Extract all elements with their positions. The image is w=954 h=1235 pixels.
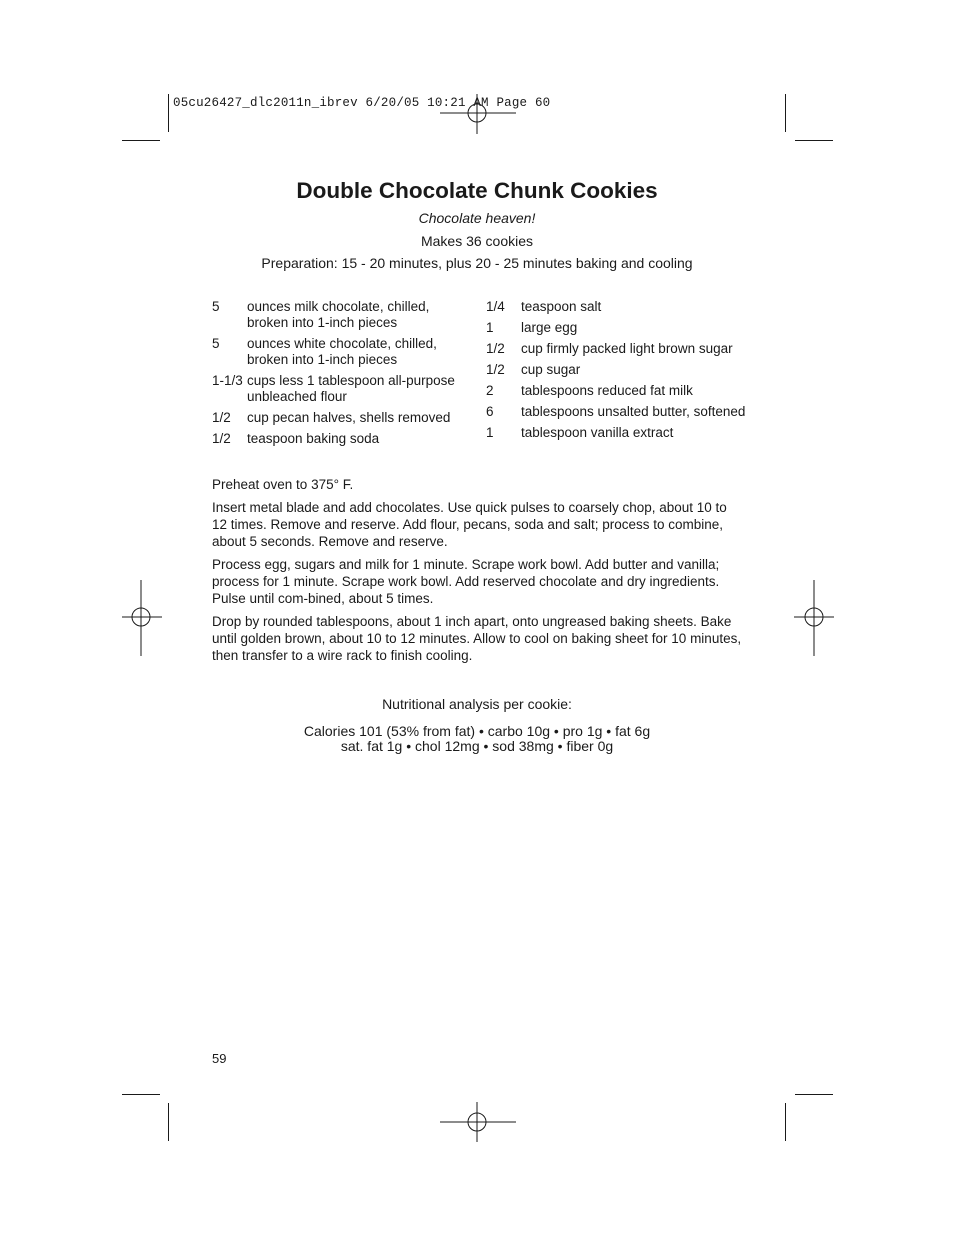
ingredient-qty: 1: [486, 320, 494, 335]
recipe-directions: [212, 476, 742, 670]
nutrition-line: Calories 101 (53% from fat) • carbo 10g • pro 1g • fat 6g: [303, 723, 651, 739]
crop-mark-bottom-right-vertical: [785, 1103, 786, 1141]
registration-mark-top-icon: [440, 94, 516, 134]
registration-mark-bottom-icon: [440, 1102, 516, 1142]
ingredient-item: [486, 383, 756, 399]
ingredient-item: [486, 425, 756, 441]
ingredient-qty: 2: [486, 383, 494, 398]
page-number: 59: [212, 1051, 227, 1066]
ingredient-qty: 1-1/3: [212, 373, 243, 388]
ingredient-qty: 6: [486, 404, 494, 419]
crop-mark-bottom-right-horizontal: [795, 1094, 833, 1095]
ingredient-qty: 5: [212, 299, 220, 314]
ingredient-text: cup firmly packed light brown sugar: [521, 341, 733, 356]
ingredient-text: teaspoon baking soda: [247, 431, 380, 446]
crop-mark-top-left-horizontal: [122, 140, 160, 141]
ingredient-text: large egg: [521, 320, 578, 335]
ingredients-left-column: [212, 299, 472, 452]
ingredient-item: [212, 410, 472, 426]
direction-step: Insert metal blade and add chocolates. Use quick pulses to coarsely chop, about 10 to 12 times. Remove and reserve. Add flour, pecans, soda and salt; process to combine, about 5 seconds. Remove and reserve.: [212, 500, 727, 549]
ingredient-item: [486, 362, 756, 378]
direction-step: Drop by rounded tablespoons, about 1 inch apart, onto ungreased baking sheets. Bake until golden brown, about 10 to 12 minutes. Allow to cool on baking sheet for 10 minutes, then transfer to a wire rack to finish cooling.: [212, 614, 742, 663]
ingredient-item: [486, 320, 756, 336]
ingredient-item: [212, 431, 472, 447]
direction-step: Process egg, sugars and milk for 1 minute. Scrape work bowl. Add butter and vanilla; process for 1 minute. Scrape work bowl. Add reserved chocolate and dry ingredients. Pulse until com-bined, about 5 times.: [212, 557, 720, 606]
ingredient-qty: 1: [486, 425, 494, 440]
nutrition-line: sat. fat 1g • chol 12mg • sod 38mg • fiber 0g: [340, 738, 614, 754]
recipe-title: Double Chocolate Chunk Cookies: [296, 178, 658, 203]
ingredient-qty: 1/2: [486, 341, 505, 356]
direction-step: Preheat oven to 375° F.: [212, 477, 354, 492]
ingredient-text: ounces white chocolate, chilled, broken into 1-inch pieces: [247, 336, 437, 367]
ingredient-qty: 1/4: [486, 299, 505, 314]
ingredient-text: cups less 1 tablespoon all-purpose unbleached flour: [247, 373, 455, 404]
ingredient-item: [212, 336, 472, 368]
print-slug: 05cu26427_dlc2011n_ibrev 6/20/05 10:21 AM Page 60: [173, 96, 551, 110]
crop-mark-bottom-left-vertical: [168, 1103, 169, 1141]
ingredient-qty: 1/2: [212, 431, 231, 446]
ingredients-right-column: [486, 299, 756, 446]
ingredient-qty: 5: [212, 336, 220, 351]
ingredient-text: teaspoon salt: [521, 299, 602, 314]
ingredient-text: cup sugar: [521, 362, 581, 377]
recipe-preparation-time: Preparation: 15 - 20 minutes, plus 20 - 25 minutes baking and cooling: [261, 255, 693, 271]
recipe-yield: Makes 36 cookies: [420, 233, 534, 249]
ingredient-text: cup pecan halves, shells removed: [247, 410, 451, 425]
ingredient-item: [486, 299, 756, 315]
ingredient-qty: 1/2: [486, 362, 505, 377]
ingredient-text: tablespoons reduced fat milk: [521, 383, 693, 398]
nutrition-heading: Nutritional analysis per cookie:: [382, 696, 572, 712]
ingredient-qty: 1/2: [212, 410, 231, 425]
ingredient-item: [486, 341, 756, 357]
crop-mark-top-right-vertical: [785, 94, 786, 132]
registration-mark-right-icon: [794, 580, 834, 656]
crop-mark-top-left-vertical: [168, 94, 169, 132]
ingredient-item: [212, 299, 472, 331]
recipe-subtitle: Chocolate heaven!: [418, 210, 536, 226]
crop-mark-bottom-left-horizontal: [122, 1094, 160, 1095]
ingredient-item: [212, 373, 472, 405]
crop-mark-top-right-horizontal: [795, 140, 833, 141]
ingredient-text: tablespoons unsalted butter, softened: [521, 404, 746, 419]
ingredient-text: tablespoon vanilla extract: [521, 425, 674, 440]
ingredient-item: [486, 404, 756, 420]
ingredient-text: ounces milk chocolate, chilled, broken into 1-inch pieces: [247, 299, 430, 330]
registration-mark-left-icon: [122, 580, 162, 656]
